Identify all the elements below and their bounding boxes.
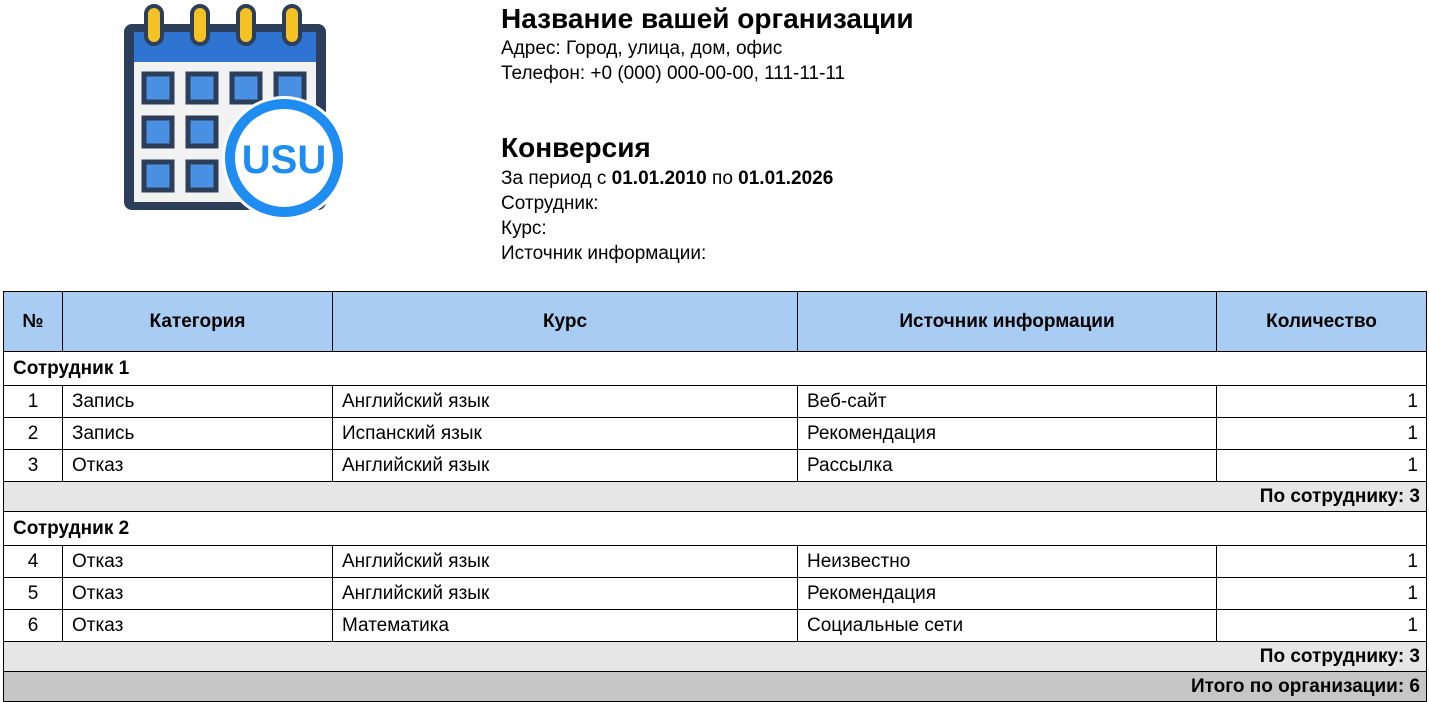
cell-course: Английский язык [333, 450, 798, 482]
cell-course: Испанский язык [333, 418, 798, 450]
cell-qty: 1 [1217, 386, 1427, 418]
grand-total-row [4, 672, 1427, 702]
cell-source: Веб-сайт [798, 386, 1217, 418]
cell-num: 6 [4, 610, 63, 642]
cell-course: Английский язык [333, 386, 798, 418]
grand-total-value: Итого по организации: 6 [4, 672, 1427, 702]
filter-course: Курс: [501, 218, 547, 239]
cell-category: Отказ [63, 610, 333, 642]
subtotal-value: По сотруднику: 3 [4, 482, 1427, 512]
cell-num: 2 [4, 418, 63, 450]
usu-logo [120, 4, 350, 226]
cell-source: Рекомендация [798, 418, 1217, 450]
cell-num: 5 [4, 578, 63, 610]
subtotal-row [4, 482, 1427, 512]
group-row [4, 512, 1427, 546]
table-header-row [4, 292, 1427, 352]
period-prefix: За период с [501, 168, 607, 189]
cell-qty: 1 [1217, 546, 1427, 578]
organization-name: Название вашей организации [501, 3, 914, 34]
conversion-table [3, 291, 1427, 702]
column-header-qty: Количество [1217, 292, 1427, 352]
cell-source: Неизвестно [798, 546, 1217, 578]
cell-category: Запись [63, 386, 333, 418]
organization-address: Адрес: Город, улица, дом, офис [501, 38, 783, 59]
period-mid: по [712, 168, 733, 189]
report-header [501, 130, 833, 266]
table-row [4, 546, 1427, 578]
cell-source: Социальные сети [798, 610, 1217, 642]
period-from: 01.01.2010 [611, 168, 707, 189]
group-name: Сотрудник 1 [4, 352, 1427, 386]
calendar-icon [120, 4, 350, 226]
cell-category: Запись [63, 418, 333, 450]
column-header-course: Курс [333, 292, 798, 352]
subtotal-value: По сотруднику: 3 [4, 642, 1427, 672]
cell-category: Отказ [63, 450, 333, 482]
cell-category: Отказ [63, 546, 333, 578]
column-header-source: Источник информации [798, 292, 1217, 352]
period-to: 01.01.2026 [738, 168, 834, 189]
cell-qty: 1 [1217, 418, 1427, 450]
group-row [4, 352, 1427, 386]
cell-source: Рассылка [798, 450, 1217, 482]
subtotal-row [4, 642, 1427, 672]
cell-qty: 1 [1217, 578, 1427, 610]
cell-qty: 1 [1217, 450, 1427, 482]
report-title: Конверсия [501, 132, 651, 163]
column-header-category: Категория [63, 292, 333, 352]
table-row [4, 386, 1427, 418]
organization-info [501, 2, 914, 86]
cell-category: Отказ [63, 578, 333, 610]
filter-employee: Сотрудник: [501, 193, 599, 214]
svg-text:USU: USU [241, 138, 327, 182]
cell-qty: 1 [1217, 610, 1427, 642]
cell-course: Английский язык [333, 578, 798, 610]
cell-num: 4 [4, 546, 63, 578]
table-row [4, 578, 1427, 610]
cell-num: 3 [4, 450, 63, 482]
cell-course: Математика [333, 610, 798, 642]
group-name: Сотрудник 2 [4, 512, 1427, 546]
cell-source: Рекомендация [798, 578, 1217, 610]
report-period [501, 166, 833, 191]
organization-phone: Телефон: +0 (000) 000-00-00, 111-11-11 [501, 63, 846, 84]
column-header-num: № [4, 292, 63, 352]
cell-course: Английский язык [333, 546, 798, 578]
table-row [4, 418, 1427, 450]
table-row [4, 450, 1427, 482]
cell-num: 1 [4, 386, 63, 418]
filter-source: Источник информации: [501, 243, 707, 264]
table-row [4, 610, 1427, 642]
